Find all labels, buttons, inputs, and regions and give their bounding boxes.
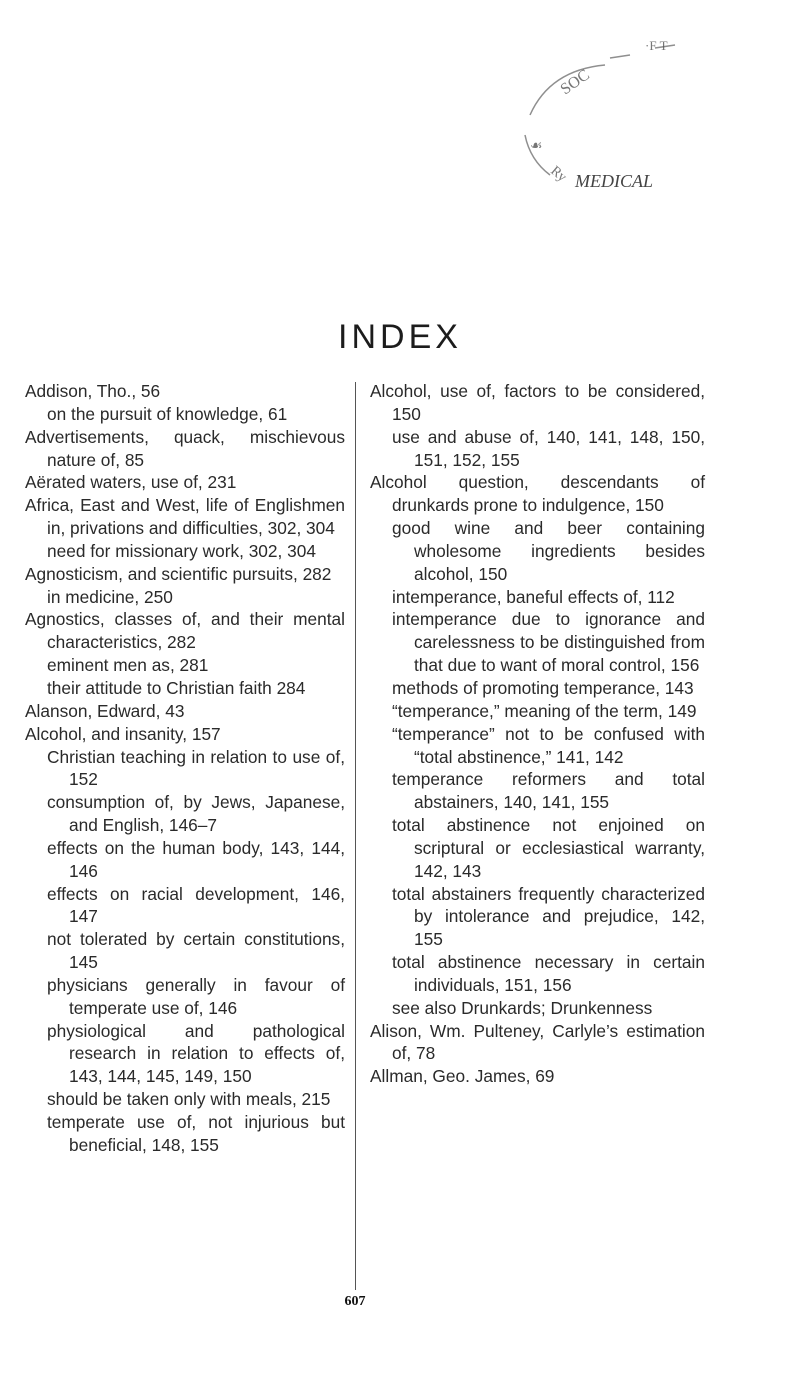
index-entry: Advertisements, quack, mischievous nature of, 85 (25, 426, 345, 470)
index-entry: Alcohol question, descendants of drunkards prone to indulgence, 150 (370, 472, 705, 516)
index-subentry: effects on the human body, 143, 144, 146 (47, 837, 345, 881)
index-subentry: should be taken only with meals, 215 (47, 1089, 331, 1110)
svg-text:·F T: ·F T (645, 38, 668, 53)
index-subentry: on the pursuit of knowledge, 61 (47, 403, 288, 424)
index-subentry: “temperance,” meaning of the term, 149 (392, 700, 697, 721)
index-subentry: methods of promoting temperance, 143 (392, 677, 694, 698)
index-entry: Alison, Wm. Pulteney, Carlyle’s estimation of, 78 (370, 1020, 705, 1064)
index-entry: Addison, Tho., 56 (25, 381, 161, 401)
index-subentry: temperance reformers and total abstainers, 140, 141, 155 (392, 769, 705, 813)
page-title: INDEX (338, 318, 462, 356)
index-entry: Africa, East and West, life of Englishmen in, privations and difficulties, 302, 304 (25, 495, 345, 539)
index-subentry: intemperance due to ignorance and carelessness to be distinguished from that due to want of moral control, 156 (392, 609, 705, 676)
svg-text:Ry: Ry (547, 163, 570, 186)
index-column-right (370, 380, 705, 1088)
index-column-left (25, 380, 345, 1157)
library-stamp-icon (470, 0, 770, 210)
index-entry: Alanson, Edward, 43 (25, 700, 185, 721)
index-subentry: in medicine, 250 (47, 586, 173, 607)
library-stamp (470, 0, 770, 210)
index-subentry: physiological and pathological research in relation to effects of, 143, 144, 145, 149, 150 (47, 1020, 345, 1087)
index-subentry: eminent men as, 281 (47, 655, 209, 676)
index-subentry: see also Drunkards; Drunkenness (392, 997, 653, 1018)
index-entry: Agnostics, classes of, and their mental characteristics, 282 (25, 609, 345, 653)
page-number: 607 (344, 1294, 366, 1309)
index-subentry: use and abuse of, 140, 141, 148, 150, 151, 152, 155 (392, 426, 705, 470)
index-entry: Agnosticism, and scientific pursuits, 282 (25, 563, 332, 584)
index-entry: Alcohol, use of, factors to be considered, 150 (370, 381, 705, 424)
index-entry: Alcohol, and insanity, 157 (25, 723, 221, 744)
index-subentry: good wine and beer containing wholesome ingredients besides alcohol, 150 (392, 518, 705, 584)
index-subentry: temperate use of, not injurious but beneficial, 148, 155 (47, 1112, 345, 1155)
index-subentry: total abstinence necessary in certain individuals, 151, 156 (392, 952, 705, 995)
index-subentry: not tolerated by certain constitutions, 145 (47, 929, 345, 973)
svg-text:☙: ☙ (530, 139, 543, 154)
index-subentry: need for missionary work, 302, 304 (47, 540, 316, 561)
index-subentry: total abstainers frequently characterized by intolerance and prejudice, 142, 155 (392, 883, 705, 950)
stamp-text: MEDICAL (575, 171, 653, 191)
index-entry: Allman, Geo. James, 69 (370, 1066, 555, 1087)
index-subentry: “temperance” not to be confused with “total abstinence,” 141, 142 (392, 723, 705, 767)
svg-text:SOC: SOC (557, 66, 593, 99)
index-subentry: Christian teaching in relation to use of, 152 (47, 746, 345, 790)
column-divider (355, 382, 356, 1290)
index-subentry: consumption of, by Jews, Japanese, and English, 146–7 (47, 792, 345, 836)
index-subentry: their attitude to Christian faith 284 (47, 677, 306, 698)
index-subentry: physicians generally in favour of temperate use of, 146 (47, 974, 345, 1018)
index-subentry: total abstinence not enjoined on scriptural or ecclesiastical warranty, 142, 143 (392, 815, 705, 881)
index-entry: Aërated waters, use of, 231 (25, 472, 237, 493)
index-subentry: effects on racial development, 146, 147 (47, 883, 345, 927)
index-subentry: intemperance, baneful effects of, 112 (392, 586, 675, 607)
